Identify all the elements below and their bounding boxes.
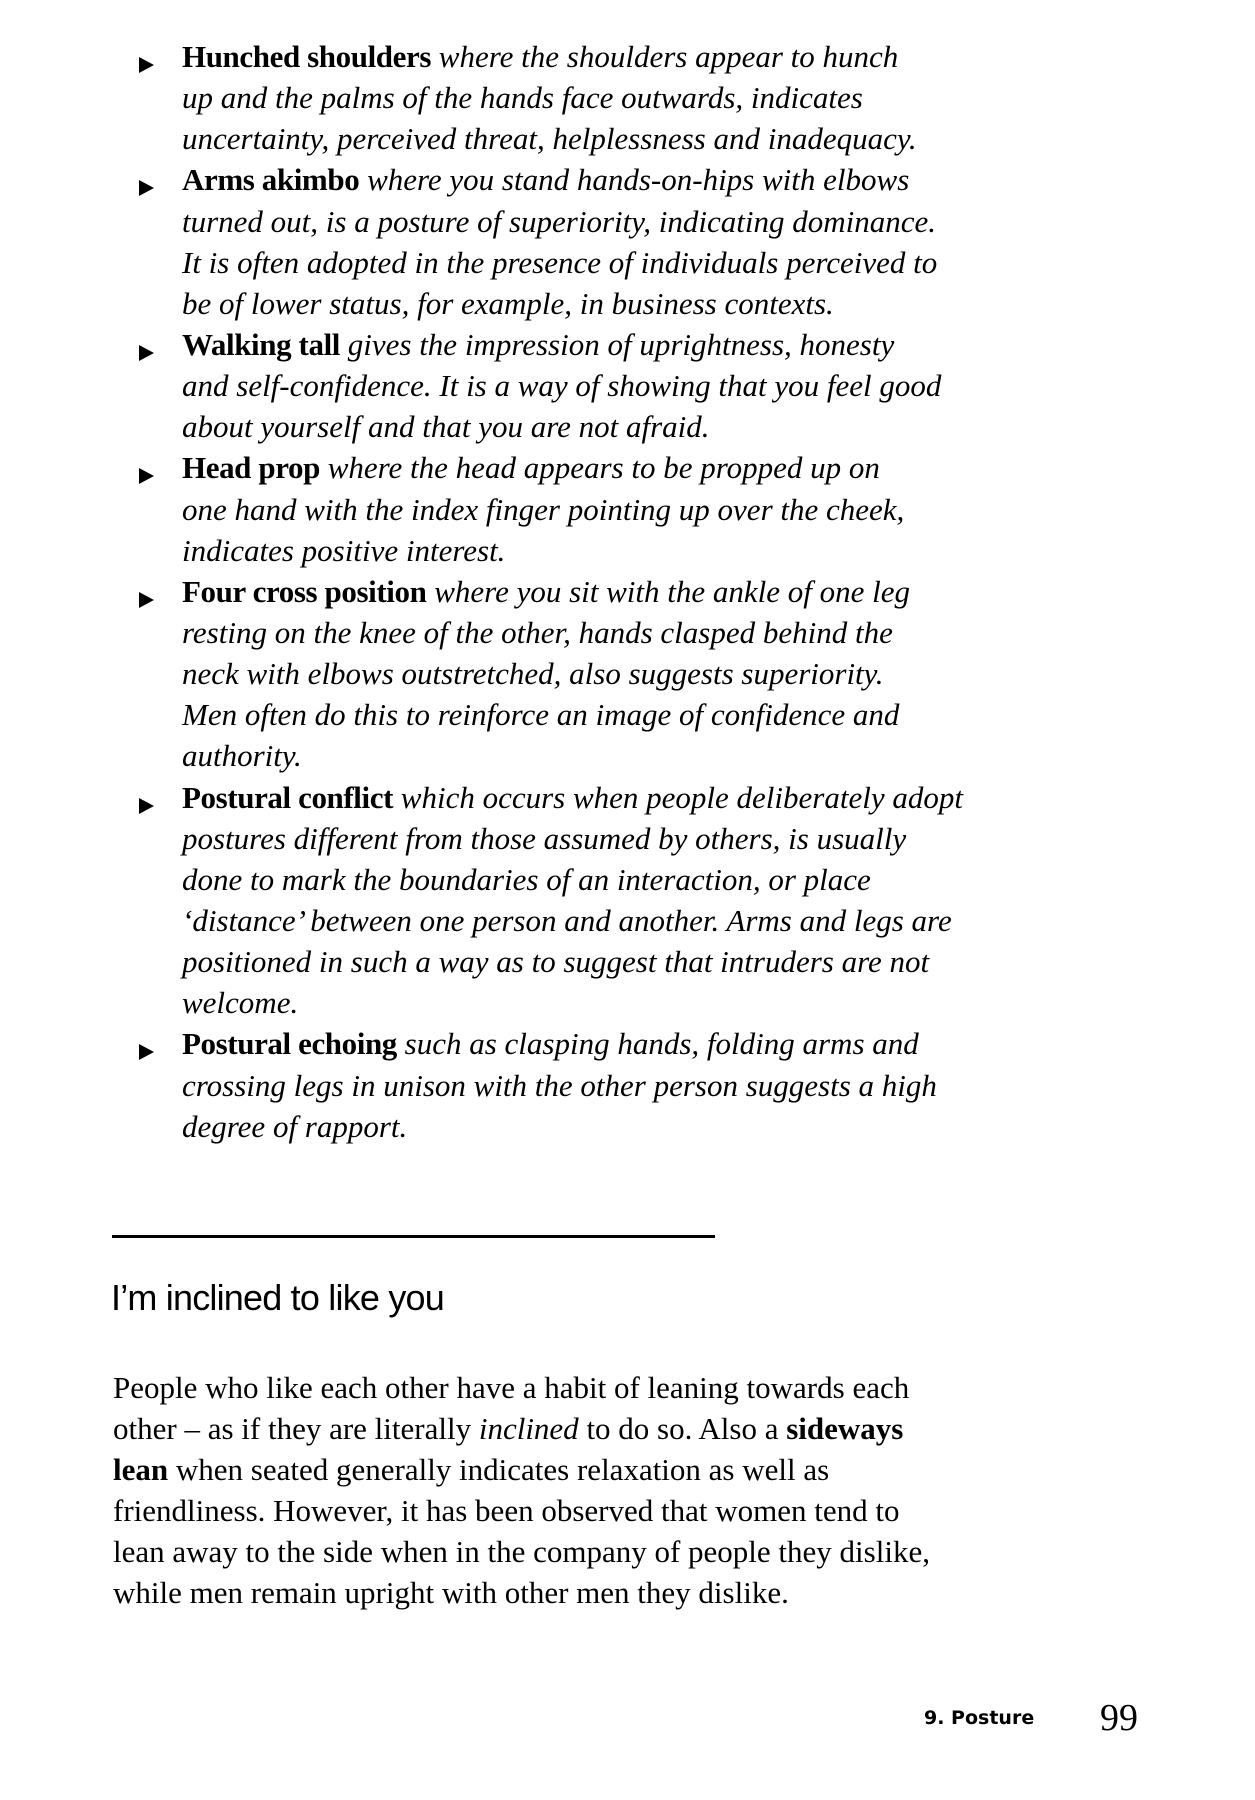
paragraph-text: to do so. Also a [578, 1411, 787, 1446]
triangle-bullet-icon [139, 592, 154, 608]
paragraph-line: while men remain upright with other men they dislike. [113, 1575, 789, 1610]
bullet-line: resting on the knee of the other, hands clasped behind the [182, 614, 893, 650]
key-term: lean [113, 1452, 169, 1487]
bullet-line: degree of rapport. [182, 1108, 408, 1144]
bullet-term: Hunched shoulders [182, 39, 432, 74]
bullet-line: It is often adopted in the presence of individuals perceived to [182, 244, 938, 280]
paragraph-line: lean away to the side when in the company of people they dislike, [113, 1534, 930, 1569]
posture-bullet-list [0, 36, 1255, 1147]
bullet-term: Walking tall [182, 326, 340, 362]
triangle-bullet-icon [139, 1044, 154, 1060]
bullet-hunched-shoulders [0, 36, 1255, 159]
bullet-walking-tall [0, 324, 1255, 447]
bullet-line: authority. [182, 738, 302, 774]
page-footer [0, 1697, 1255, 1750]
bullet-description: where you sit with the ankle of one leg [426, 573, 911, 609]
bullet-line: ‘distance’ between one person and another. Arms and legs are [182, 902, 952, 938]
bullet-line [182, 324, 1255, 365]
bullet-line: crossing legs in unison with the other person suggests a high [182, 1067, 937, 1103]
bullet-arms-akimbo [0, 159, 1255, 324]
triangle-bullet-icon [139, 468, 154, 484]
section-heading: I’m inclined to like you [111, 1277, 444, 1318]
key-term: sideways [786, 1411, 904, 1446]
bullet-line [182, 159, 1255, 200]
bullet-line: neck with elbows outstretched, also suggests superiority. [182, 656, 884, 692]
triangle-bullet-icon [139, 57, 154, 73]
bullet-term: Arms akimbo [182, 162, 360, 198]
bullet-description: where the shoulders appear to hunch [431, 39, 899, 74]
bullet-description: gives the impression of uprightness, honesty [340, 326, 895, 362]
bullet-term: Postural conflict [182, 779, 394, 815]
bullet-line: uncertainty, perceived threat, helplessness and inadequacy. [182, 121, 917, 157]
bullet-description: such as clasping hands, folding arms and [396, 1026, 919, 1062]
bullet-line [182, 1023, 1255, 1064]
bullet-postural-echoing [0, 1023, 1255, 1146]
triangle-bullet-icon [139, 180, 154, 196]
bullet-line: about yourself and that you are not afraid. [182, 409, 710, 445]
bullet-postural-conflict [0, 777, 1255, 1024]
bullet-line: Men often do this to reinforce an image of confidence and [182, 697, 900, 733]
bullet-term: Postural echoing [182, 1026, 397, 1062]
triangle-bullet-icon [139, 345, 154, 361]
bullet-line: turned out, is a posture of superiority, indicating dominance. [182, 203, 937, 239]
bullet-line [182, 447, 1255, 488]
bullet-line: be of lower status, for example, in business contexts. [182, 285, 834, 321]
bullet-line [182, 777, 1255, 818]
paragraph-line [113, 1449, 1113, 1490]
bullet-line: positioned in such a way as to suggest that intruders are not [182, 944, 930, 980]
bullet-line [182, 571, 1255, 612]
bullet-line: welcome. [182, 985, 299, 1021]
bullet-line: indicates positive interest. [182, 532, 506, 568]
body-paragraph [113, 1367, 1113, 1613]
bullet-term: Four cross position [182, 573, 427, 609]
bullet-head-prop [0, 447, 1255, 570]
paragraph-text: when seated generally indicates relaxation as well as [168, 1452, 830, 1487]
bullet-description: where you stand hands-on-hips with elbows [359, 162, 910, 198]
bullet-four-cross-position [0, 571, 1255, 777]
bullet-line: one hand with the index finger pointing up over the cheek, [182, 491, 905, 527]
bullet-line: and self-confidence. It is a way of showing that you feel good [182, 368, 942, 404]
triangle-bullet-icon [139, 798, 154, 814]
paragraph-text: other – as if they are literally [113, 1411, 479, 1446]
paragraph-line: People who like each other have a habit of leaning towards each [113, 1370, 910, 1405]
page-number: 99 [1100, 1697, 1138, 1739]
paragraph-line [113, 1408, 1113, 1449]
bullet-line: postures different from those assumed by others, is usually [182, 820, 907, 856]
bullet-line: up and the palms of the hands face outwards, indicates [182, 80, 863, 116]
chapter-running-head: 9. Posture [924, 1707, 1035, 1729]
bullet-line: done to mark the boundaries of an interaction, or place [182, 861, 871, 897]
emphasis-text: inclined [478, 1411, 579, 1446]
bullet-description: which occurs when people deliberately adopt [393, 779, 963, 815]
bullet-line [182, 36, 1255, 77]
bullet-term: Head prop [182, 450, 320, 486]
section-divider [112, 1235, 715, 1238]
paragraph-line: friendliness. However, it has been observed that women tend to [113, 1493, 900, 1528]
bullet-description: where the head appears to be propped up on [319, 450, 880, 486]
